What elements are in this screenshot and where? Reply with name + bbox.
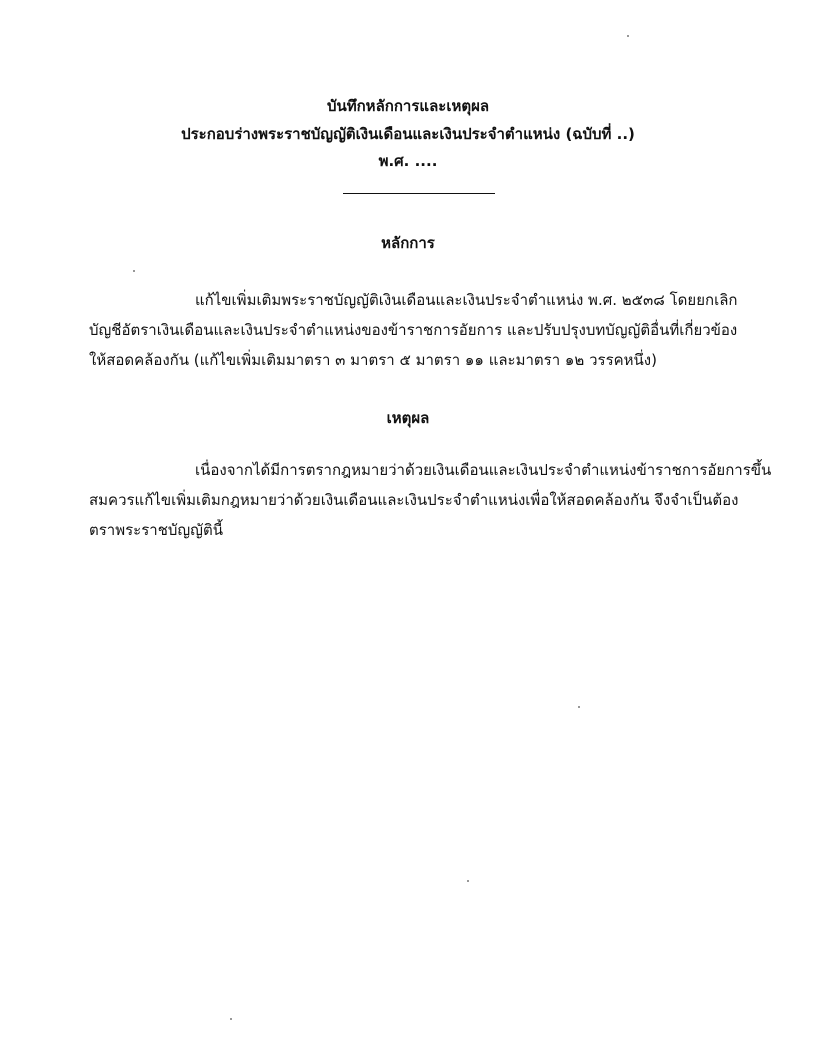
scan-speck xyxy=(230,1018,232,1020)
reason-line-3: ตราพระราชบัญญัตินี้ xyxy=(89,521,223,539)
scan-speck xyxy=(133,270,135,272)
scan-speck xyxy=(578,706,580,708)
principle-line-3: ให้สอดคล้องกัน (แก้ไขเพิ่มเติมมาตรา ๓ มาตรา ๕ มาตรา ๑๑ และมาตรา ๑๒ วรรคหนึ่ง) xyxy=(89,351,657,369)
reason-line-1: เนื่องจากได้มีการตรากฎหมายว่าด้วยเงินเดือนและเงินประจำตำแหน่งข้าราชการอัยการขึ้น xyxy=(195,461,772,479)
document-title: บันทึกหลักการและเหตุผล xyxy=(326,97,490,115)
principle-line-2: บัญชีอัตราเงินเดือนและเงินประจำตำแหน่งของข้าราชการอัยการ และปรับปรุงบทบัญญัติอื่นที่เกี่ยวข้อง xyxy=(89,321,738,339)
reason-line-2: สมควรแก้ไขเพิ่มเติมกฎหมายว่าด้วยเงินเดือนและเงินประจำตำแหน่งเพื่อให้สอดคล้องกัน จึงจำเป็นต้อง xyxy=(89,491,739,509)
scan-speck xyxy=(627,35,629,37)
scan-speck xyxy=(467,880,469,882)
document-subtitle: ประกอบร่างพระราชบัญญัติเงินเดือนและเงินประจำตำแหน่ง (ฉบับที่ ..) xyxy=(181,125,635,143)
document-year: พ.ศ. .... xyxy=(378,152,438,170)
title-divider xyxy=(343,193,495,194)
reason-heading: เหตุผล xyxy=(386,409,430,427)
principle-heading: หลักการ xyxy=(381,234,435,252)
principle-line-1: แก้ไขเพิ่มเติมพระราชบัญญัติเงินเดือนและเงินประจำตำแหน่ง พ.ศ. ๒๕๓๘ โดยยกเลิก xyxy=(195,291,738,309)
